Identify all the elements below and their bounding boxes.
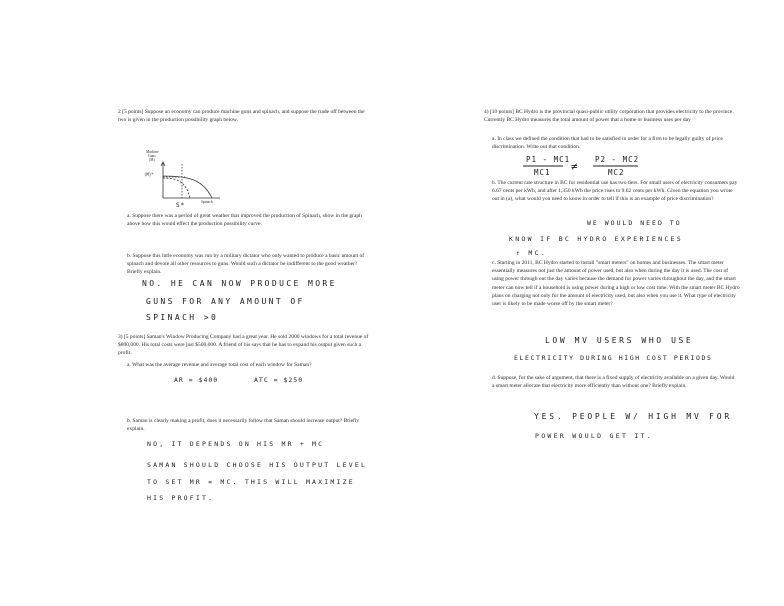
q2a-text: a. Suppose there was a period of great weather that improved the production of Spinach, show in the graph above how this would effect the production possibility curve.: [127, 213, 362, 228]
q4b-answer-line-1: WE WOULD NEED TO: [587, 219, 682, 227]
ppf-curve: [163, 176, 212, 198]
q4d-answer-line-2: POWER WOULD GET IT.: [535, 432, 654, 440]
q4a-den-1: MC1: [534, 168, 551, 177]
q4d-answer-line-1: YES. PEOPLE W/ HIGH MV FOR: [534, 412, 733, 421]
q3b-text: b. Saman is clearly making a profit, does it necessarily follow that Saman should increase output? Briefly explain.: [127, 418, 360, 433]
q4a-text: a. In class we defined the condition that had to be satisfied in order for a firm to be legally guilty of price discrimination. Write out that condition.: [492, 136, 723, 151]
graph-y-label-2: Guns: [148, 154, 156, 158]
q3a-text: a. What was the average revenue and average total cost of each window for Saman?: [127, 362, 312, 368]
q4b-text: b. The current rate structure in BC for residential use has two tiers. For small users of electricity consumers pay 6.67 cents per kWh, and after 1,350 kWh the price rises to 9.62 cents per kWh. Given the equation you wrote out in (a), what would you need to know in order to tell if this is an example of price discrimination?: [492, 180, 738, 203]
q3-stem: 3) [5 points] Saman's Window Producing Company had a great year. He sold 2000 windows for a total revenue of $800,000. His total costs were just $500,000. A friend of his says that he has to expand his output given such a profit.: [118, 334, 369, 357]
q3b-answer-line-3: TO SET MR = MC. THIS WILL MAXIMIZE: [147, 478, 355, 486]
q4a-neq: ≠: [571, 160, 579, 173]
q2b-answer-line-2: GUNS FOR ANY AMOUNT OF: [146, 297, 305, 306]
graph-y-label-1: Machine: [146, 150, 159, 154]
q4b-answer-line-3: ↑ MC.: [516, 249, 548, 257]
ppf-curve-shifted: [163, 178, 190, 198]
q2b-answer-line-1: NO. HE CAN NOW PRODUCE MORE: [142, 279, 337, 288]
q4c-text: c. Starting in 2011, BC Hydro started to install "smart meters" on homes and businesses. The smart meter essentially measures not just the amount of power used, but also when during the day it is used. The cost of using power through out the day varies because the demand for power varies throughout the day, and the smart meter can now tell if a household is using power during a high or low cost time. With the smart meter BC Hydro plans on charging not only for the amount of electricity used, but also when you use it. What type of electricity user is likely to be made worse off by the smart meter?: [492, 260, 740, 308]
graph-y-mark: (M)*: [144, 172, 154, 177]
q4a-num-2: P2 - MC2: [595, 155, 640, 164]
q4a-den-2: MC2: [608, 168, 625, 177]
q4c-answer-line-1: LOW MV USERS WHO USE: [545, 336, 694, 345]
graph-y-label-3: (M): [149, 158, 155, 162]
q4b-answer-line-2: KNOW IF BC HYDRO EXPERIENCES: [509, 235, 683, 243]
q4-stem: 4) [10 points] BC Hydro is the provincial quasi-public utility corporation that provides electricity to the province. Currently BC Hydro measures the total amount of power that a home or business uses per day: [484, 109, 734, 124]
y-axis-arrow: [161, 162, 165, 166]
q3a-answer-ar: AR = $400: [174, 376, 219, 384]
graph-x-mark: S*: [176, 202, 186, 209]
q2b-answer-line-3: SPINACH >0: [146, 313, 219, 322]
q3a-answer-atc: ATC = $250: [254, 376, 304, 384]
graph-x-label: Spinach: [201, 200, 213, 204]
q3b-answer-line-1: NO, IT DEPENDS ON HIS MR + MC: [147, 440, 325, 448]
q4c-answer-line-2: ELECTRICITY DURING HIGH COST PERIODS: [514, 354, 713, 362]
q2-stem: 2 [5 points] Suppose an economy can produce machine guns and spinach, and suppose the trade off between the two is given in the production possibility graph below.: [118, 109, 365, 124]
q4d-text: d. Suppose, for the sake of argument, that there is a fixed supply of electricity available on a given day. Would a smart meter allocate that electricity more efficiently than without one? Briefly explain.: [492, 375, 735, 390]
q2b-text: b. Suppose this little economy was run by a military dictator who only wanted to produce a basic amount of spinach and devote all other resources to guns. Would such a dictator be indifferent to the good weather? Briefly explain.: [127, 253, 365, 276]
q4a-num-1: P1 - MC1: [526, 155, 571, 164]
q3b-answer-line-4: HIS PROFIT.: [147, 494, 215, 502]
q3b-answer-line-2: SAMAN SHOULD CHOOSE HIS OUTPUT LEVEL: [147, 461, 368, 469]
